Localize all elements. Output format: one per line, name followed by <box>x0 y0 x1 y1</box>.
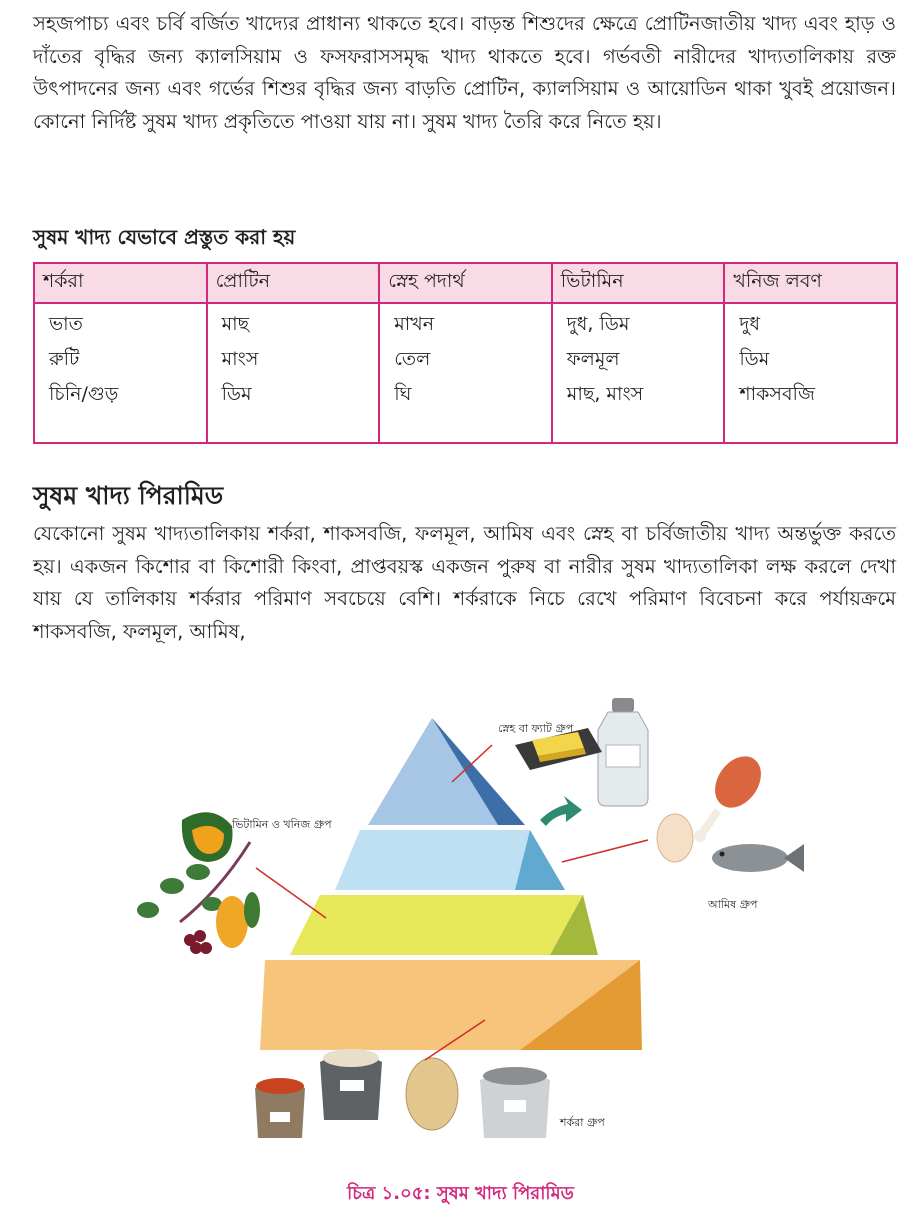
carb-group-label: শর্করা গ্রুপ <box>560 1116 605 1129</box>
vitamin-foods-cell <box>552 303 725 443</box>
food-groups-table <box>33 262 898 444</box>
fat-foods-cell <box>379 303 552 443</box>
mango-icon <box>216 892 260 948</box>
carbohydrate-foods-cell <box>34 303 207 443</box>
header-vitamin: ভিটামিন <box>552 263 725 303</box>
pumpkin-icon <box>182 812 233 862</box>
chicken-leg-icon <box>694 748 770 842</box>
berries-icon <box>184 930 212 954</box>
pyramid-tier-vegetables <box>290 895 583 955</box>
oil-bottle-icon <box>598 698 648 806</box>
table-cell: ফলমূল <box>566 348 620 370</box>
pyramid-paragraph: যেকোনো সুষম খাদ্যতালিকায় শর্করা, শাকসবজি, ফলমূল, আমিষ এবং স্নেহ বা চর্বিজাতীয় খাদ্য অন্তর্ভুক্ত করতে হয়। একজন কিশোর বা কিশোরী কিংবা, প্রাপ্তবয়স্ক একজন পুরুষ বা নারীর সুষম খাদ্যতালিকা লক্ষ করলে দেখা যায় যে তালিকায় শর্করার পরিমাণ সবচেয়ে বেশি। শর্করাকে নিচে রেখে পরিমাণ বিবেচনা করে পর্যায়ক্রমে শাকসবজি, ফলমূল, আমিষ, <box>33 522 896 643</box>
figure-caption: চিত্র ১.০৫: সুষম খাদ্য পিরামিড <box>347 1183 574 1204</box>
fish-icon <box>712 844 804 872</box>
table-cell: মাংস <box>221 348 259 370</box>
table-cell: দুধ <box>739 313 761 335</box>
leaf-icon <box>160 878 184 894</box>
leaf-icon <box>186 864 210 880</box>
table-cell: চিনি/গুড় <box>49 383 119 405</box>
table-cell: শাকসবজি <box>739 383 815 405</box>
vitamin-group-label: ভিটামিন ও খনিজ গ্রুপ <box>232 818 332 831</box>
table-heading: সুষম খাদ্য যেভাবে প্রস্তুত করা হয় <box>33 225 296 249</box>
protein-group-pointer <box>562 840 648 862</box>
arrow-icon <box>540 796 582 826</box>
table-cell: মাখন <box>394 313 435 335</box>
food-pyramid-illustration <box>120 690 820 1160</box>
table-cell: ডিম <box>221 383 252 405</box>
header-carbohydrate: শর্করা <box>34 263 207 303</box>
table-cell: মাছ, মাংস <box>566 383 644 405</box>
fat-group-label: স্নেহ বা ফ্যাট গ্রুপ <box>498 722 574 735</box>
leaf-icon <box>137 902 159 918</box>
table-cell: মাছ <box>221 313 250 335</box>
table-cell: দুধ, ডিম <box>566 313 630 335</box>
spice-sack-icon <box>255 1078 305 1138</box>
rice-sack-icon <box>480 1067 550 1138</box>
table-cell: রুটি <box>49 348 80 370</box>
egg-icon <box>657 814 693 862</box>
mineral-foods-cell <box>724 303 897 443</box>
table-cell: ডিম <box>739 348 770 370</box>
flour-sack-icon <box>320 1049 382 1120</box>
table-cell: ভাত <box>49 313 83 335</box>
intro-paragraph: সহজপাচ্য এবং চর্বি বর্জিত খাদ্যের প্রাধান্য থাকতে হবে। বাড়ন্ত শিশুদের ক্ষেত্রে প্রোটিনজাতীয় খাদ্য এবং হাড় ও দাঁতের বৃদ্ধির জন্য ক্যালসিয়াম ও ফসফরাসসমৃদ্ধ খাদ্য থাকতে হবে। গর্ভবতী নারীদের খাদ্যতালিকায় রক্ত উৎপাদনের জন্য এবং গর্ভের শিশুর বৃদ্ধির জন্য বাড়তি প্রোটিন, ক্যালসিয়াম ও আয়োডিন থাকা খুবই প্রয়োজন। কোনো নির্দিষ্ট সুষম খাদ্য প্রকৃতিতে পাওয়া যায় না। সুষম খাদ্য তৈরি করে নিতে হয়। <box>33 12 896 133</box>
table-row <box>34 303 897 443</box>
header-mineral: খনিজ লবণ <box>724 263 897 303</box>
protein-group-label: আমিষ গ্রুপ <box>708 898 758 911</box>
pyramid-heading: সুষম খাদ্য পিরামিড <box>33 481 224 510</box>
header-protein: প্রোটিন <box>207 263 380 303</box>
table-cell: তেল <box>394 348 431 370</box>
potato-icon <box>406 1058 458 1130</box>
header-fat: স্নেহ পদার্থ <box>379 263 552 303</box>
table-cell: ঘি <box>394 383 412 405</box>
pyramid-tier-fruits <box>335 830 530 890</box>
table-header-row <box>34 263 897 303</box>
protein-foods-cell <box>207 303 380 443</box>
vitamin-group-pointer <box>256 868 326 918</box>
